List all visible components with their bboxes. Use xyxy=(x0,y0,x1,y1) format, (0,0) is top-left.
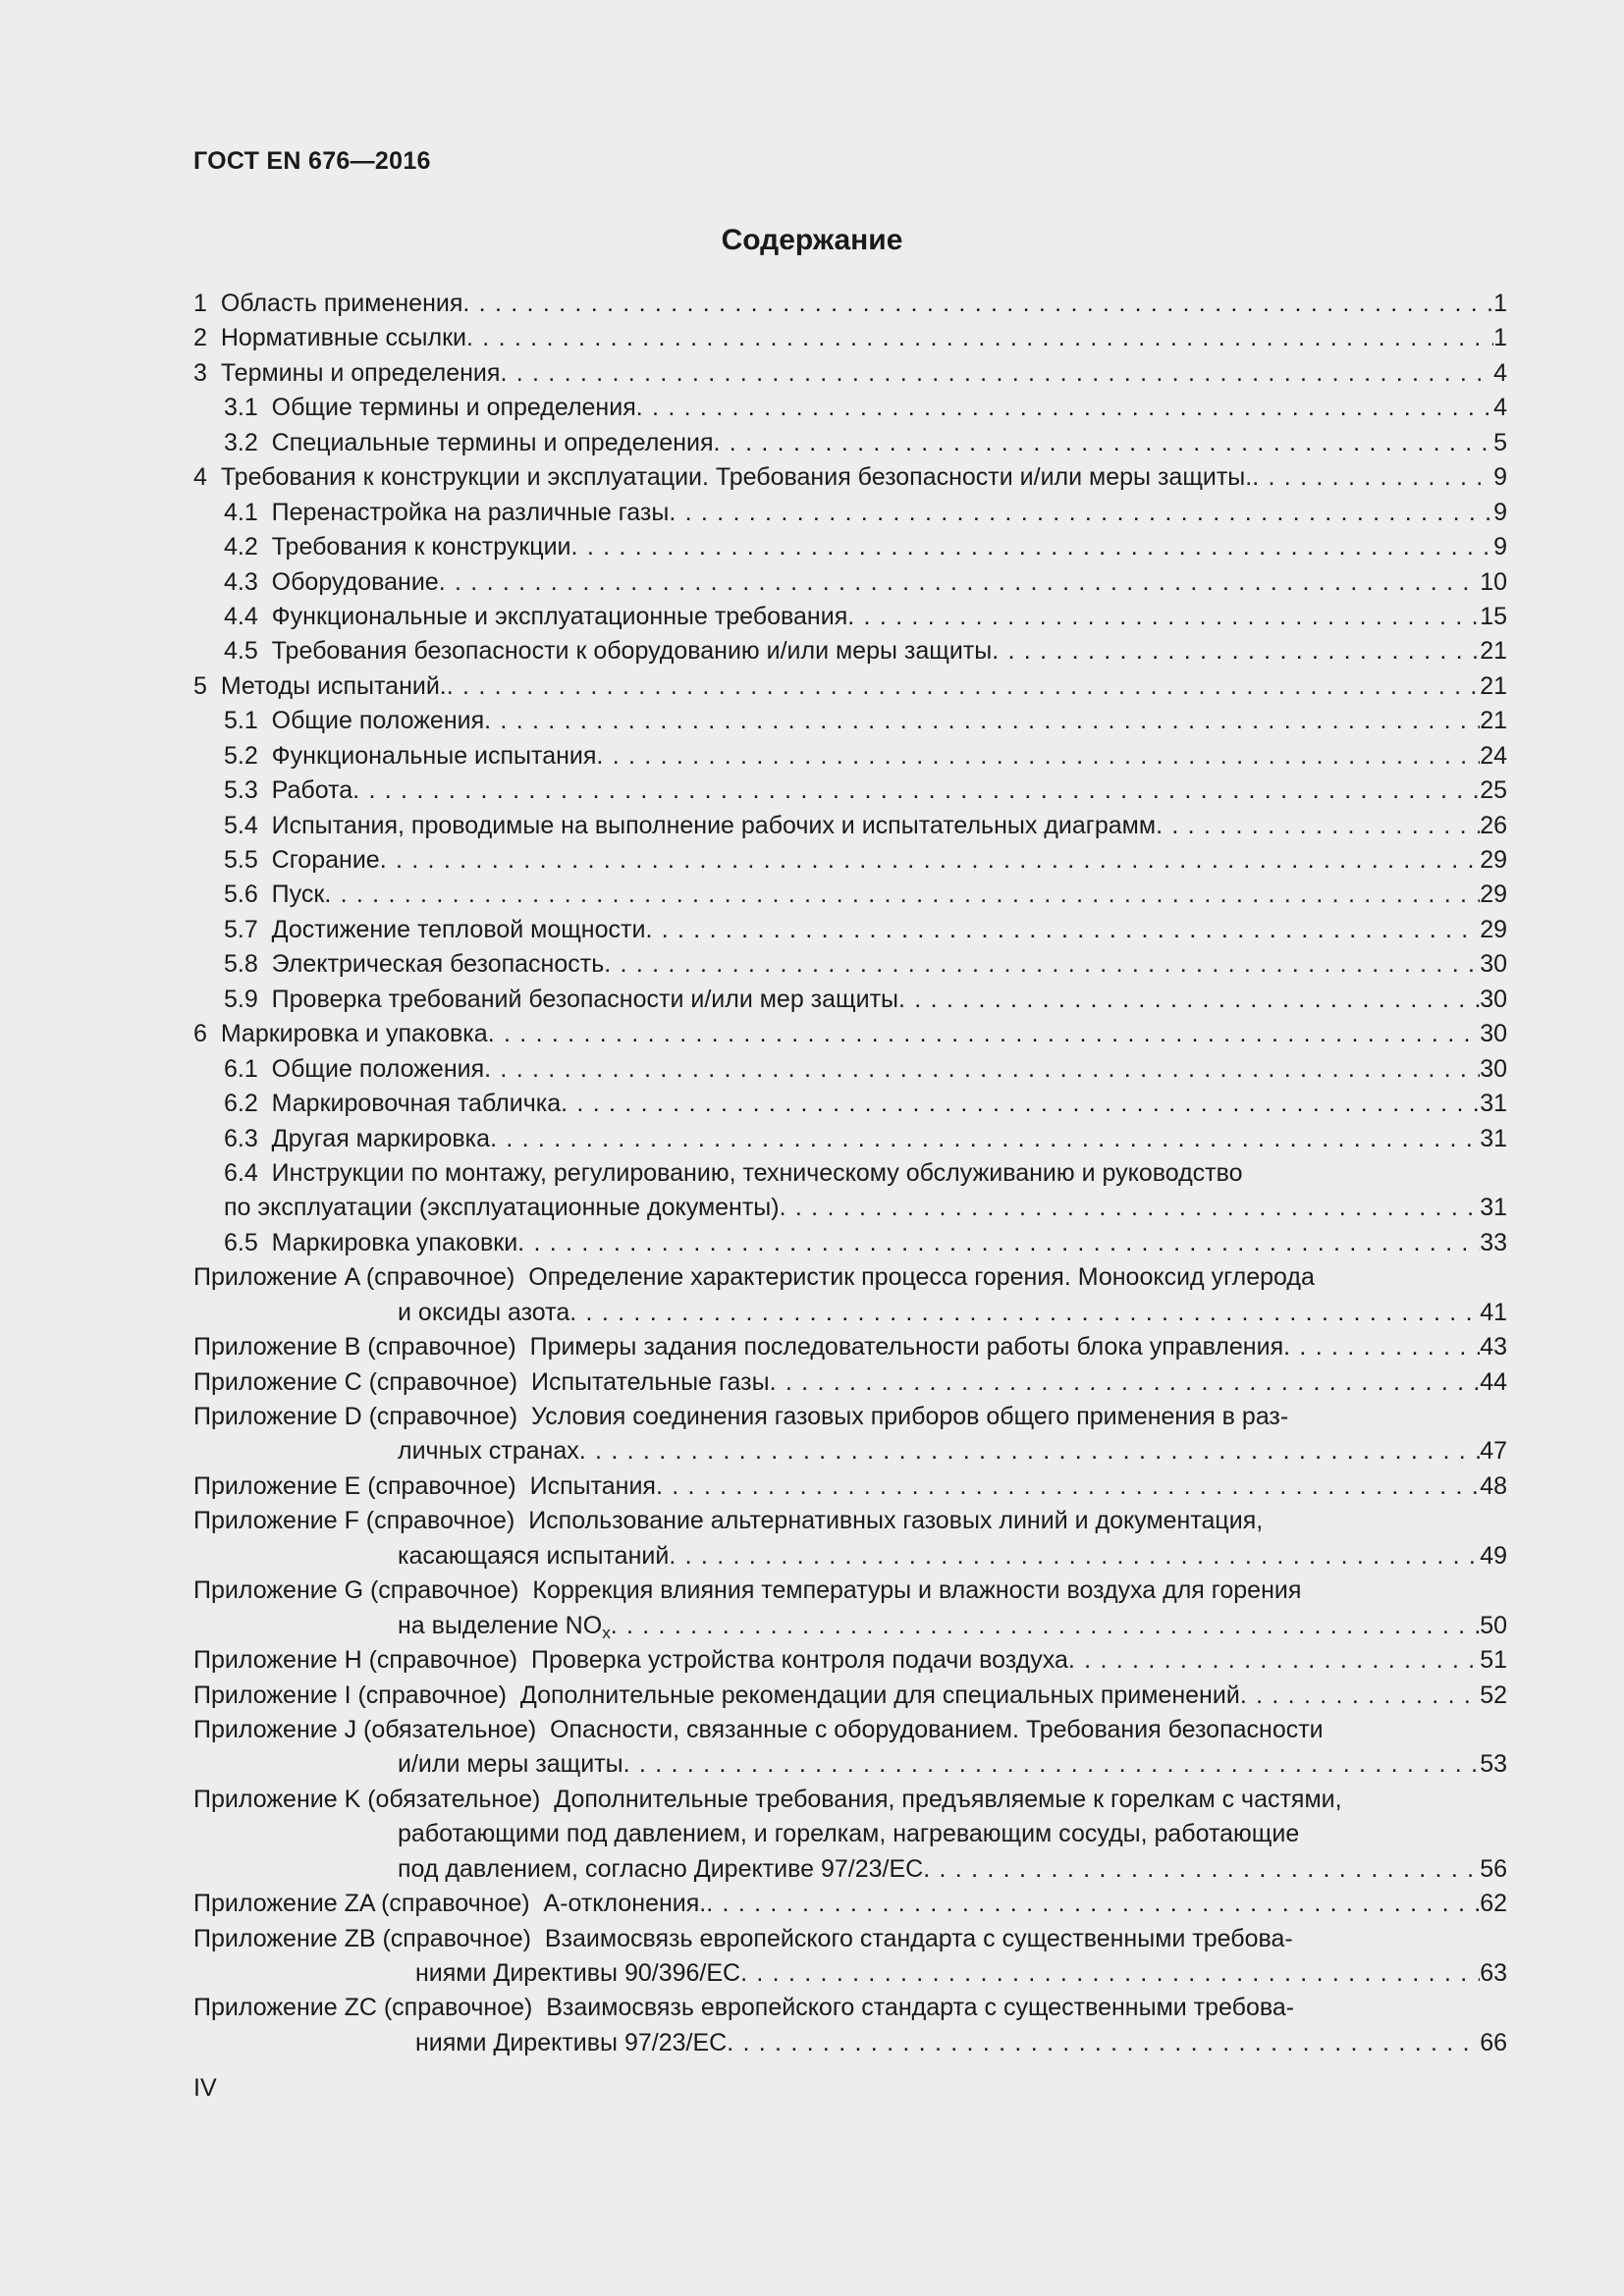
annex-entry[interactable]: Приложение I (справочное) Дополнительные рекомендации для специальных применений . . . 52 xyxy=(193,1679,1507,1713)
annex-entry-line2[interactable]: работающими под давлением, и горелкам, нагревающим сосуды, работающие xyxy=(398,1820,1300,1848)
annex-entry-line1[interactable]: Приложение ZC (справочное) Взаимосвязь европейского стандарта с существенными требова- xyxy=(193,1994,1295,2022)
toc-entry[interactable]: 4.1 Перенастройка на различные газы . . . 9 xyxy=(193,496,1507,530)
toc-entry[interactable]: 4.5 Требования безопасности к оборудованию и/или меры защиты . . . 21 xyxy=(193,634,1507,668)
table-of-contents xyxy=(193,287,1507,2060)
toc-entry[interactable]: 5.6 Пуск . . . 29 xyxy=(193,878,1507,912)
annex-entry[interactable]: Приложение E (справочное) Испытания . . . 48 xyxy=(193,1469,1507,1504)
annex-entry-line3[interactable]: под давлением, согласно Директиве 97/23/ЕС . . . 56 xyxy=(193,1852,1507,1887)
annex-entry-line1[interactable]: Приложение G (справочное) Коррекция влияния температуры и влажности воздуха для горения xyxy=(193,1576,1302,1605)
annex-entry-line1[interactable]: Приложение D (справочное) Условия соединения газовых приборов общего применения в раз- xyxy=(193,1403,1289,1430)
annex-entry-line2[interactable]: ниями Директивы 90/396/ЕС . . . 63 xyxy=(193,1956,1507,1991)
toc-entry[interactable]: 6.5 Маркировка упаковки . . . 33 xyxy=(193,1226,1507,1260)
annex-entry-line2[interactable]: личных странах . . . 47 xyxy=(193,1434,1507,1468)
toc-entry[interactable]: 1 Область применения . . . 1 xyxy=(193,287,1507,321)
toc-entry[interactable]: 5.5 Сгорание . . . 29 xyxy=(193,843,1507,878)
page-number: IV xyxy=(193,2074,217,2102)
annex-entry-line1[interactable]: Приложение K (обязательное) Дополнительные требования, предъявляемые к горелкам с частями, xyxy=(193,1785,1342,1813)
toc-entry[interactable]: 4 Требования к конструкции и эксплуатации. Требования безопасности и/или меры защиты. . . . 9 xyxy=(193,460,1507,495)
annex-entry-line1[interactable]: Приложение J (обязательное) Опасности, связанные с оборудованием. Требования безопасности xyxy=(193,1715,1324,1743)
toc-entry-line2[interactable]: по эксплуатации (эксплуатационные документы) . . . 31 xyxy=(193,1191,1507,1225)
annex-entry-line2[interactable]: ниями Директивы 97/23/ЕС . . . 66 xyxy=(193,2026,1507,2060)
toc-entry[interactable]: 4.4 Функциональные и эксплуатационные требования . . . 15 xyxy=(193,600,1507,634)
toc-entry[interactable]: 3.1 Общие термины и определения . . . 4 xyxy=(193,391,1507,425)
toc-entry[interactable]: 5.9 Проверка требований безопасности и/или мер защиты . . . 30 xyxy=(193,983,1507,1017)
toc-entry[interactable]: 5.4 Испытания, проводимые на выполнение рабочих и испытательных диаграмм . . . 26 xyxy=(193,809,1507,843)
toc-entry[interactable]: 5 Методы испытаний. . . . 21 xyxy=(193,669,1507,704)
toc-entry[interactable]: 5.2 Функциональные испытания . . . 24 xyxy=(193,739,1507,774)
toc-entry[interactable]: 5.3 Работа . . . 25 xyxy=(193,774,1507,808)
annex-entry-line2[interactable]: на выделение $NO_x$ . . . 50 xyxy=(193,1609,1507,1643)
annex-entry-line1[interactable]: Приложение A (справочное) Определение характеристик процесса горения. Монооксид углерода xyxy=(193,1263,1315,1292)
annex-entry[interactable]: Приложение ZA (справочное) А-отклонения. . . . 62 xyxy=(193,1887,1507,1921)
toc-entry[interactable]: 6.1 Общие положения . . . 30 xyxy=(193,1052,1507,1087)
toc-entry[interactable]: 3 Термины и определения . . . 4 xyxy=(193,356,1507,391)
annex-entry[interactable]: Приложение C (справочное) Испытательные газы . . . 44 xyxy=(193,1365,1507,1400)
annex-entry-line2[interactable]: и оксиды азота . . . 41 xyxy=(193,1296,1507,1330)
annex-entry[interactable]: Приложение H (справочное) Проверка устройства контроля подачи воздуха . . . 51 xyxy=(193,1643,1507,1678)
annex-entry-line1[interactable]: Приложение ZB (справочное) Взаимосвязь европейского стандарта с существенными требова- xyxy=(193,1924,1293,1952)
toc-entry[interactable]: 4.3 Оборудование . . . 10 xyxy=(193,565,1507,600)
annex-entry-line1[interactable]: Приложение F (справочное) Использование альтернативных газовых линий и документация, xyxy=(193,1507,1264,1535)
toc-entry-line1[interactable]: 6.4 Инструкции по монтажу, регулированию, техническому обслуживанию и руководство xyxy=(224,1158,1243,1187)
annex-entry[interactable]: Приложение B (справочное) Примеры задания последовательности работы блока управления . . . 43 xyxy=(193,1330,1507,1364)
toc-entry[interactable]: 5.1 Общие положения . . . 21 xyxy=(193,704,1507,738)
annex-entry-line2[interactable]: касающаяся испытаний . . . 49 xyxy=(193,1539,1507,1574)
annex-entry-line2[interactable]: и/или меры защиты . . . 53 xyxy=(193,1747,1507,1782)
toc-entry[interactable]: 6 Маркировка и упаковка . . . 30 xyxy=(193,1017,1507,1051)
toc-entry[interactable]: 6.3 Другая маркировка . . . 31 xyxy=(193,1122,1507,1156)
toc-entry[interactable]: 4.2 Требования к конструкции . . . 9 xyxy=(193,530,1507,564)
document-code: ГОСТ EN 676—2016 xyxy=(193,147,431,175)
toc-entry[interactable]: 5.8 Электрическая безопасность . . . 30 xyxy=(193,947,1507,982)
toc-title: Содержание xyxy=(721,224,903,256)
toc-entry[interactable]: 5.7 Достижение тепловой мощности . . . 29 xyxy=(193,913,1507,947)
toc-entry[interactable]: 3.2 Специальные термины и определения . . . 5 xyxy=(193,426,1507,460)
toc-entry[interactable]: 6.2 Маркировочная табличка . . . 31 xyxy=(193,1087,1507,1121)
toc-entry[interactable]: 2 Нормативные ссылки . . . 1 xyxy=(193,321,1507,355)
